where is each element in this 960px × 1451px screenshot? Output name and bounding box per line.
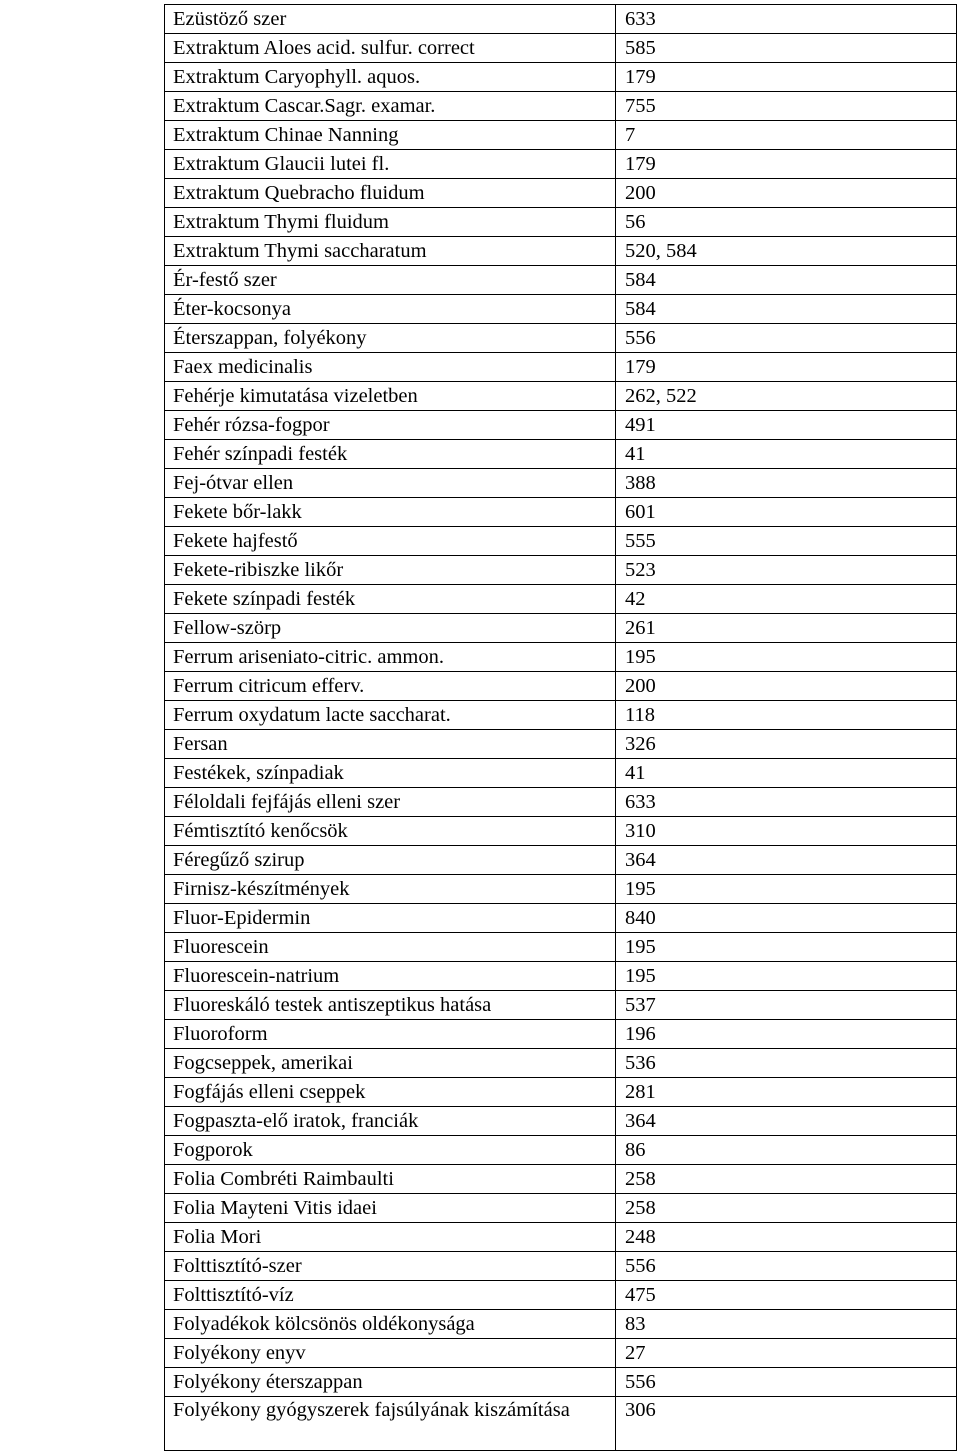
table-row: [165, 92, 957, 121]
table-row: [165, 1107, 957, 1136]
table-row: [165, 1049, 957, 1078]
index-page-number: 281: [616, 1078, 957, 1107]
index-page-number: 200: [616, 179, 957, 208]
index-page-number: 491: [616, 411, 957, 440]
index-page-number: 556: [616, 1368, 957, 1397]
index-page-number: 261: [616, 614, 957, 643]
index-term: Fekete-ribiszke likőr: [165, 556, 616, 585]
table-row: [165, 1165, 957, 1194]
table-row: [165, 324, 957, 353]
index-term: Fehérje kimutatása vizeletben: [165, 382, 616, 411]
index-term: Fehér színpadi festék: [165, 440, 616, 469]
index-term: Fluoroform: [165, 1020, 616, 1049]
table-row: [165, 1368, 957, 1397]
index-page-number: 195: [616, 962, 957, 991]
index-term: Fekete hajfestő: [165, 527, 616, 556]
table-row: [165, 1281, 957, 1310]
index-term: Féloldali fejfájás elleni szer: [165, 788, 616, 817]
index-term: Fekete bőr-lakk: [165, 498, 616, 527]
index-term: Folyadékok kölcsönös oldékonysága: [165, 1310, 616, 1339]
table-row: [165, 150, 957, 179]
index-page-number: 196: [616, 1020, 957, 1049]
table-row: [165, 1252, 957, 1281]
index-term: Extraktum Glaucii lutei fl.: [165, 150, 616, 179]
index-term: Fellow-szörp: [165, 614, 616, 643]
index-page-number: 83: [616, 1310, 957, 1339]
index-page-number: 179: [616, 353, 957, 382]
index-page-number: 195: [616, 933, 957, 962]
index-term: Fogporok: [165, 1136, 616, 1165]
index-page-number: 364: [616, 1107, 957, 1136]
index-page-number: 310: [616, 817, 957, 846]
table-row: [165, 1223, 957, 1252]
index-page-number: 840: [616, 904, 957, 933]
index-term: Fogfájás elleni cseppek: [165, 1078, 616, 1107]
table-row: [165, 759, 957, 788]
table-row: [165, 1397, 957, 1451]
index-page-number: 520, 584: [616, 237, 957, 266]
index-term: Faex medicinalis: [165, 353, 616, 382]
index-term: Fogcseppek, amerikai: [165, 1049, 616, 1078]
index-page-number: 556: [616, 324, 957, 353]
index-page-number: 118: [616, 701, 957, 730]
index-page-number: 523: [616, 556, 957, 585]
table-row: [165, 585, 957, 614]
table-row: [165, 440, 957, 469]
index-term: Fluorescein: [165, 933, 616, 962]
index-term: Extraktum Quebracho fluidum: [165, 179, 616, 208]
index-table: [164, 4, 957, 1451]
table-row: [165, 643, 957, 672]
index-term: Firnisz-készítmények: [165, 875, 616, 904]
table-row: [165, 933, 957, 962]
index-page-number: 27: [616, 1339, 957, 1368]
index-term: Fluor-Epidermin: [165, 904, 616, 933]
index-page-number: 585: [616, 34, 957, 63]
table-row: [165, 121, 957, 150]
index-page-number: 41: [616, 759, 957, 788]
table-row: [165, 556, 957, 585]
index-term: Extraktum Thymi fluidum: [165, 208, 616, 237]
index-page-number: 364: [616, 846, 957, 875]
index-page-number: 179: [616, 150, 957, 179]
index-term: Ferrum oxydatum lacte saccharat.: [165, 701, 616, 730]
table-row: [165, 179, 957, 208]
index-term: Féregűző szirup: [165, 846, 616, 875]
index-term: Fej-ótvar ellen: [165, 469, 616, 498]
index-term: Folia Mori: [165, 1223, 616, 1252]
table-row: [165, 1078, 957, 1107]
index-page-number: 195: [616, 643, 957, 672]
table-row: [165, 846, 957, 875]
index-term: Extraktum Thymi saccharatum: [165, 237, 616, 266]
table-row: [165, 1020, 957, 1049]
table-row: [165, 1339, 957, 1368]
table-row: [165, 63, 957, 92]
index-term: Éterszappan, folyékony: [165, 324, 616, 353]
index-page-number: 41: [616, 440, 957, 469]
index-page-number: 601: [616, 498, 957, 527]
index-term: Éter-kocsonya: [165, 295, 616, 324]
table-row: [165, 730, 957, 759]
table-row: [165, 353, 957, 382]
index-page-number: 42: [616, 585, 957, 614]
index-term: Fehér rózsa-fogpor: [165, 411, 616, 440]
index-term: Ferrum citricum efferv.: [165, 672, 616, 701]
index-term: Folttisztító-szer: [165, 1252, 616, 1281]
table-row: [165, 411, 957, 440]
index-term: Fémtisztító kenőcsök: [165, 817, 616, 846]
index-page-number: 475: [616, 1281, 957, 1310]
index-term: Extraktum Cascar.Sagr. examar.: [165, 92, 616, 121]
table-row: [165, 904, 957, 933]
table-row: [165, 962, 957, 991]
index-table-body: [165, 5, 957, 1451]
table-row: [165, 469, 957, 498]
table-row: [165, 237, 957, 266]
index-term: Folia Combréti Raimbaulti: [165, 1165, 616, 1194]
index-page-number: 755: [616, 92, 957, 121]
index-page-number: 633: [616, 788, 957, 817]
index-page-number: 258: [616, 1165, 957, 1194]
index-term: Folyékony enyv: [165, 1339, 616, 1368]
table-row: [165, 614, 957, 643]
index-page-number: 584: [616, 266, 957, 295]
index-term: Folyékony éterszappan: [165, 1368, 616, 1397]
index-page-number: 195: [616, 875, 957, 904]
index-term: Ér-festő szer: [165, 266, 616, 295]
table-row: [165, 34, 957, 63]
table-row: [165, 208, 957, 237]
index-term: Folttisztító-víz: [165, 1281, 616, 1310]
index-page-number: 200: [616, 672, 957, 701]
table-row: [165, 817, 957, 846]
table-row: [165, 527, 957, 556]
index-term: Festékek, színpadiak: [165, 759, 616, 788]
index-term: Folia Mayteni Vitis idaei: [165, 1194, 616, 1223]
table-row: [165, 875, 957, 904]
index-term: Folyékony gyógyszerek fajsúlyának kiszámítása: [165, 1397, 616, 1451]
table-row: [165, 991, 957, 1020]
table-row: [165, 498, 957, 527]
index-page-number: 262, 522: [616, 382, 957, 411]
index-term: Fluorescein-natrium: [165, 962, 616, 991]
index-page-number: 633: [616, 5, 957, 34]
index-term: Fluoreskáló testek antiszeptikus hatása: [165, 991, 616, 1020]
table-row: [165, 1194, 957, 1223]
table-row: [165, 5, 957, 34]
index-page-number: 536: [616, 1049, 957, 1078]
index-page-number: 56: [616, 208, 957, 237]
table-row: [165, 266, 957, 295]
index-page-number: 326: [616, 730, 957, 759]
index-page-number: 258: [616, 1194, 957, 1223]
index-term: Fersan: [165, 730, 616, 759]
table-row: [165, 788, 957, 817]
index-page-number: 388: [616, 469, 957, 498]
table-row: [165, 1310, 957, 1339]
index-page-number: 248: [616, 1223, 957, 1252]
index-term: Extraktum Caryophyll. aquos.: [165, 63, 616, 92]
index-term: Ezüstöző szer: [165, 5, 616, 34]
index-page-number: 555: [616, 527, 957, 556]
index-page-number: 179: [616, 63, 957, 92]
table-row: [165, 382, 957, 411]
table-row: [165, 1136, 957, 1165]
index-term: Extraktum Chinae Nanning: [165, 121, 616, 150]
index-term: Ferrum ariseniato-citric. ammon.: [165, 643, 616, 672]
index-page-number: 537: [616, 991, 957, 1020]
index-term: Fogpaszta-elő iratok, franciák: [165, 1107, 616, 1136]
table-row: [165, 672, 957, 701]
index-term: Extraktum Aloes acid. sulfur. correct: [165, 34, 616, 63]
index-page-number: 584: [616, 295, 957, 324]
table-row: [165, 701, 957, 730]
index-page-number: 7: [616, 121, 957, 150]
index-page-number: 556: [616, 1252, 957, 1281]
index-page-number: 306: [616, 1397, 957, 1451]
index-page-number: 86: [616, 1136, 957, 1165]
index-term: Fekete színpadi festék: [165, 585, 616, 614]
table-row: [165, 295, 957, 324]
